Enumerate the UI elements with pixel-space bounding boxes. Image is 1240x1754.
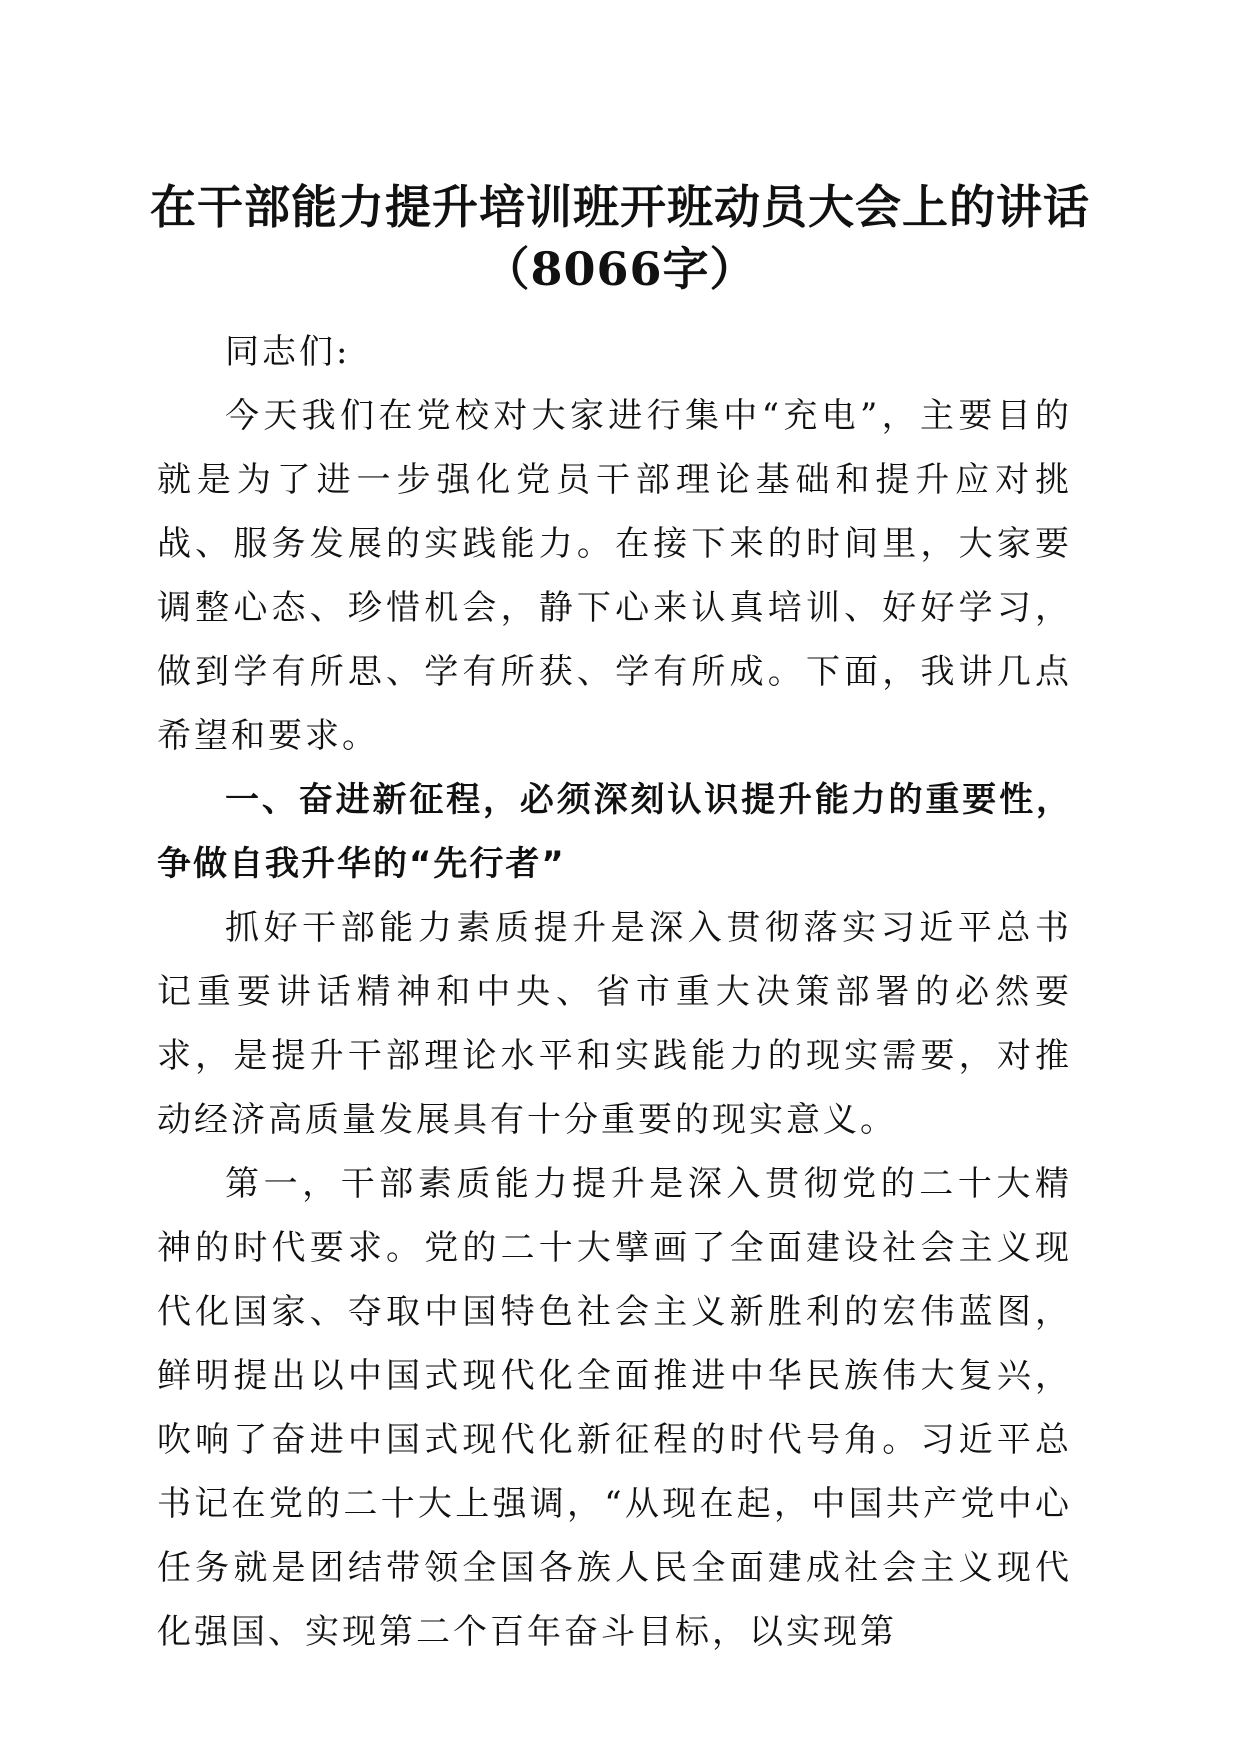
- section-heading-1: 一、奋进新征程，必须深刻认识提升能力的重要性，争做自我升华的“先行者”: [157, 780, 1072, 884]
- paragraph-point-1: 第一，干部素质能力提升是深入贯彻党的二十大精神的时代要求。党的二十大擘画了全面建设社会主义现代化国家、夺取中国特色社会主义新胜利的宏伟蓝图，鲜明提出以中国式现代化全面推进中华民族伟大复兴，吹响了奋进中国式现代化新征程的时代号角。习近平总书记在党的二十大上强调，“从现在起，中国共产党中心任务就是团结带领全国各族人民全面建成社会主义现代化强国、实现第二个百年奋斗目标，以实现第: [157, 1164, 1072, 1652]
- title-line-main: 在干部能力提升培训班开班动员大会上的讲话: [150, 180, 1090, 234]
- paragraph-section-1: 抓好干部能力素质提升是深入贯彻落实习近平总书记重要讲话精神和中央、省市重大决策部署的必然要求，是提升干部理论水平和实践能力的现实需要，对推动经济高质量发展具有十分重要的现实意义。: [157, 908, 1072, 1140]
- title-line-wordcount: （8066字）: [483, 242, 757, 296]
- document-title: [120, 176, 1120, 300]
- document-body: [157, 320, 1072, 1664]
- paragraph-intro: 今天我们在党校对大家进行集中“充电”，主要目的就是为了进一步强化党员干部理论基础和提升应对挑战、服务发展的实践能力。在接下来的时间里，大家要调整心态、珍惜机会，静下心来认真培训、好好学习，做到学有所思、学有所获、学有所成。下面，我讲几点希望和要求。: [157, 396, 1072, 756]
- greeting: 同志们:: [225, 332, 351, 372]
